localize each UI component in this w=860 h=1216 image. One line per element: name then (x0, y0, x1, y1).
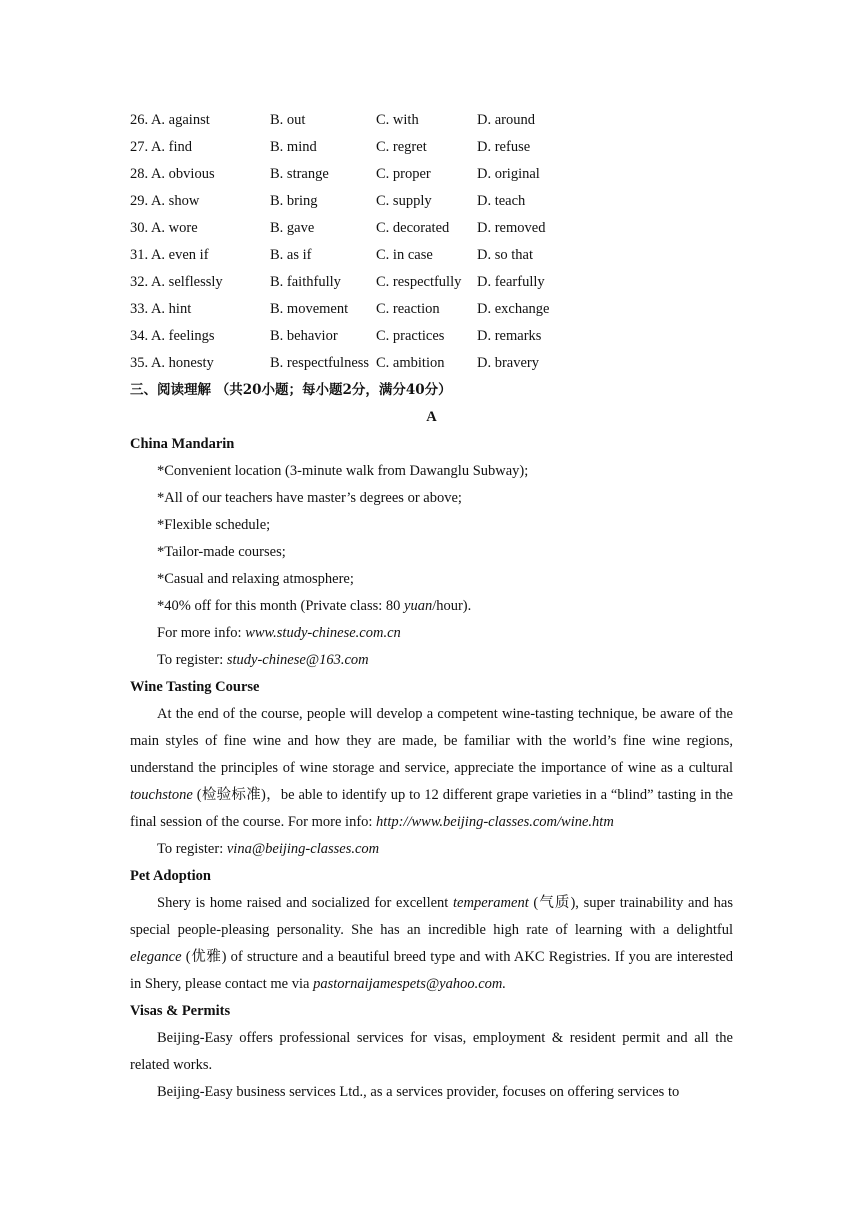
wine-text-2: ，be able to identify up to 12 different grape varieties in a “blind” tasting in the final session of the course. For more info: (130, 787, 733, 830)
option-b: B. out (270, 112, 306, 128)
mandarin-offer (130, 593, 733, 620)
mandarin-item: *Convenient location (3-minute walk from Dawanglu Subway); (157, 463, 529, 479)
register-email[interactable]: study-chinese@163.com (226, 652, 369, 668)
option-b: B. respectfulness (270, 355, 370, 371)
option-a: 27. A. find (130, 139, 193, 155)
option-c: C. regret (376, 139, 427, 155)
mandarin-heading: China Mandarin (130, 436, 235, 452)
option-d: D. refuse (477, 139, 531, 155)
option-c: C. supply (376, 193, 432, 209)
pet-term-cn: (气质) (528, 895, 576, 911)
option-b: B. mind (270, 139, 317, 155)
option-b: B. gave (270, 220, 315, 236)
pet-text: Shery is home raised and socialized for excellent (157, 895, 454, 911)
offer-text: *40% off for this month (Private class: 80 (157, 598, 405, 614)
pet-heading: Pet Adoption (130, 868, 211, 884)
option-d: D. original (477, 166, 540, 182)
passage-label: A (426, 409, 437, 425)
option-d: D. exchange (477, 301, 550, 317)
wine-register (130, 836, 733, 863)
pet-text-2: , super trainability and has special people-pleasing personality. She has an incredible high rate of learning with a delightful (130, 895, 733, 938)
register-label: To register: (157, 841, 227, 857)
option-a: 26. A. against (130, 112, 210, 128)
option-c: C. practices (376, 328, 445, 344)
option-c: C. proper (376, 166, 431, 182)
wine-heading: Wine Tasting Course (130, 679, 260, 695)
option-a: 32. A. selflessly (130, 274, 223, 290)
pet-term: temperament (453, 895, 529, 911)
pet-paragraph (130, 890, 733, 998)
options-list (130, 107, 733, 377)
option-d: D. so that (477, 247, 533, 263)
option-d: D. around (477, 112, 535, 128)
option-b: B. behavior (270, 328, 338, 344)
option-d: D. remarks (477, 328, 542, 344)
option-c: C. reaction (376, 301, 440, 317)
document-page (130, 107, 733, 1106)
mandarin-info (130, 620, 733, 647)
option-row-31 (130, 242, 733, 269)
option-row-32 (130, 269, 733, 296)
option-a: 30. A. wore (130, 220, 198, 236)
option-a: 28. A. obvious (130, 166, 215, 182)
offer-text-end: /hour). (432, 598, 472, 614)
mandarin-item: *All of our teachers have master’s degrees or above; (157, 490, 462, 506)
option-c: C. with (376, 112, 419, 128)
visas-heading: Visas & Permits (130, 1003, 231, 1019)
mandarin-item: *Tailor-made courses; (157, 544, 286, 560)
visas-paragraph-2: Beijing-Easy business services Ltd., as a services provider, focuses on offering services to (157, 1084, 680, 1100)
option-c: C. decorated (376, 220, 450, 236)
info-label: For more info: (157, 625, 246, 641)
option-d: D. teach (477, 193, 526, 209)
option-row-34 (130, 323, 733, 350)
option-a: 29. A. show (130, 193, 200, 209)
mandarin-item: *Flexible schedule; (157, 517, 271, 533)
option-b: B. movement (270, 301, 349, 317)
mandarin-item: *Casual and relaxing atmosphere; (157, 571, 354, 587)
pet-text-3: of structure and a beautiful breed type and with AKC Registries. If you are interested in Shery, please contact me via (130, 949, 733, 992)
pet-term-2-cn: (优雅) (181, 949, 227, 965)
option-b: B. faithfully (270, 274, 341, 290)
option-row-26 (130, 107, 733, 134)
option-a: 35. A. honesty (130, 355, 214, 371)
option-d: D. fearfully (477, 274, 545, 290)
option-row-35 (130, 350, 733, 377)
option-row-30 (130, 215, 733, 242)
wine-link[interactable]: http://www.beijing-classes.com/wine.htm (376, 814, 614, 830)
pet-email[interactable]: pastornaijamespets@yahoo.com. (313, 976, 507, 992)
option-d: D. bravery (477, 355, 540, 371)
option-c: C. ambition (376, 355, 445, 371)
mandarin-register (130, 647, 733, 674)
pet-term-2: elegance (130, 949, 182, 965)
wine-term: touchstone (130, 787, 193, 803)
option-row-29 (130, 188, 733, 215)
offer-unit: yuan (404, 598, 433, 614)
option-b: B. bring (270, 193, 318, 209)
option-a: 34. A. feelings (130, 328, 215, 344)
option-row-33 (130, 296, 733, 323)
section-title: 三、阅读理解 （共20小题；每小题2分，满分40分） (130, 382, 452, 398)
wine-paragraph (130, 701, 733, 836)
option-a: 31. A. even if (130, 247, 209, 263)
info-link[interactable]: www.study-chinese.com.cn (245, 625, 401, 641)
visas-paragraph-1: Beijing-Easy offers professional services for visas, employment & resident permit and all the related works. (130, 1030, 733, 1073)
option-c: C. in case (376, 247, 433, 263)
wine-text: At the end of the course, people will develop a competent wine-tasting technique, be aware of the main styles of fine wine and how they are made, be familiar with the world’s fine wine regions, understand the principles of wine storage and service, appreciate the importance of wine as a cultural (130, 706, 733, 776)
option-row-28 (130, 161, 733, 188)
option-b: B. strange (270, 166, 329, 182)
option-d: D. removed (477, 220, 546, 236)
wine-term-cn: (检验标准) (192, 787, 266, 803)
option-row-27 (130, 134, 733, 161)
register-label: To register: (157, 652, 227, 668)
option-a: 33. A. hint (130, 301, 192, 317)
option-b: B. as if (270, 247, 312, 263)
register-email[interactable]: vina@beijing-classes.com (226, 841, 380, 857)
option-c: C. respectfully (376, 274, 462, 290)
